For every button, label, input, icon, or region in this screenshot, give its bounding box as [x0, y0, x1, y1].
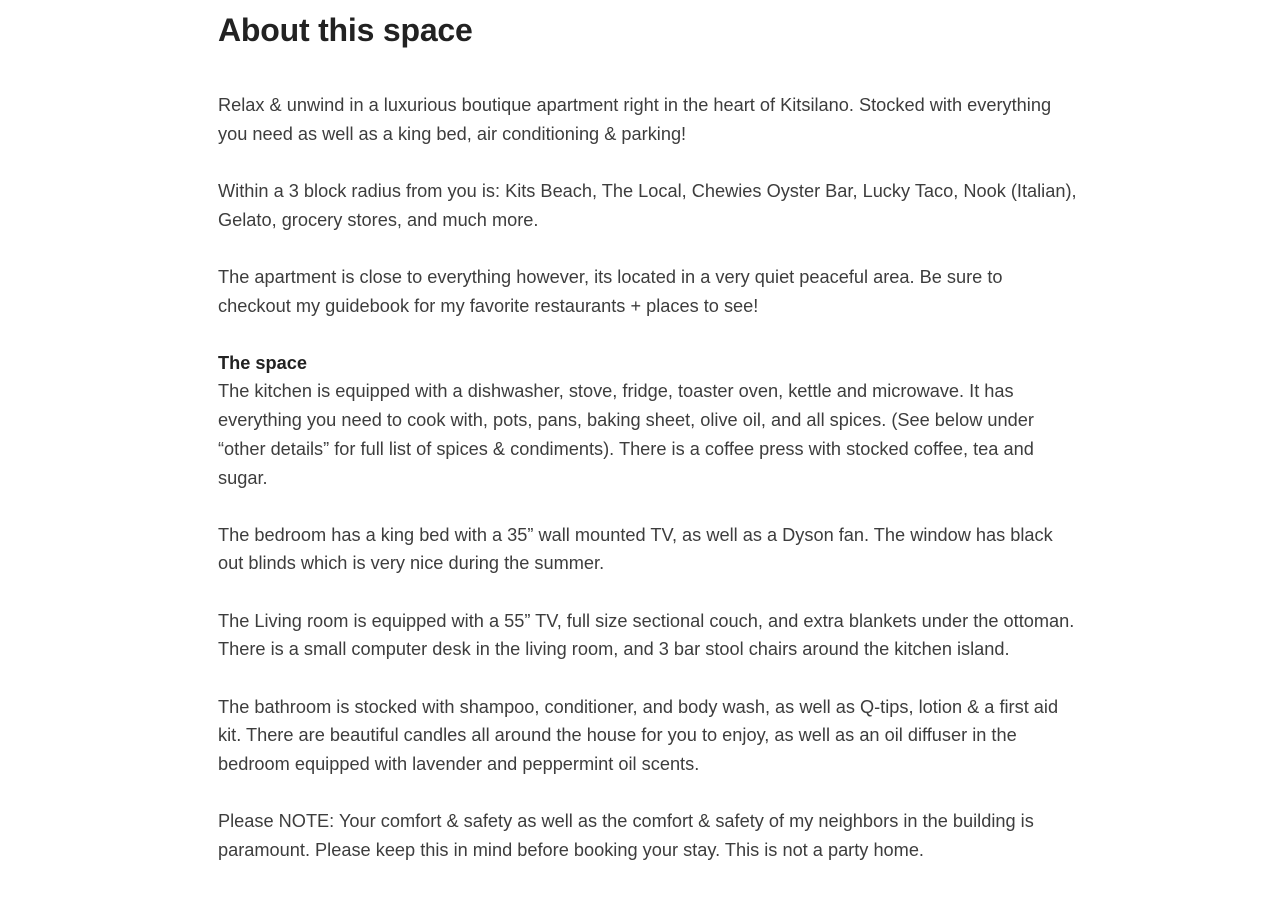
note-paragraph: Please NOTE: Your comfort & safety as well as the comfort & safety of my neighbors in the building is paramount. Please keep this in mind before booking your stay. This is not a party home. [218, 811, 1034, 860]
living-room-paragraph: The Living room is equipped with a 55” TV, full size sectional couch, and extra blankets under the ottoman. There is a small computer desk in the living room, and 3 bar stool chairs around the kitchen island. [218, 610, 1075, 660]
about-this-space-section [218, 0, 1078, 893]
bedroom-paragraph: The bedroom has a king bed with a 35” wall mounted TV, as well as a Dyson fan. The window has black out blinds which is very nice during the summer. [218, 524, 1053, 574]
kitchen-paragraph: The kitchen is equipped with a dishwasher, stove, fridge, toaster oven, kettle and microwave. It has everything you need to cook with, pots, pans, baking sheet, olive oil, and all spices. (See below under “other details” for full list of spices & condiments). There is a coffee press with stocked coffee, tea and sugar. [218, 381, 1034, 488]
intro-paragraph: The apartment is close to everything however, its located in a very quiet peaceful area. Be sure to checkout my guidebook for my favorite restaurants + places to see! [218, 266, 1003, 316]
section-title: About this space [218, 12, 473, 48]
intro-paragraph: Relax & unwind in a luxurious boutique apartment right in the heart of Kitsilano. Stocked with everything you need as well as a king bed, air conditioning & parking! [218, 95, 1052, 144]
bathroom-paragraph: The bathroom is stocked with shampoo, conditioner, and body wash, as well as Q-tips, lotion & a first aid kit. There are beautiful candles all around the house for you to enjoy, as well as an oil diffuser in the bedroom equipped with lavender and peppermint oil scents. [218, 696, 1059, 774]
listing-description [218, 91, 1078, 865]
intro-paragraph: Within a 3 block radius from you is: Kits Beach, The Local, Chewies Oyster Bar, Lucky Taco, Nook (Italian), Gelato, grocery stores, and much more. [218, 180, 1077, 230]
the-space-heading: The space [218, 352, 307, 373]
